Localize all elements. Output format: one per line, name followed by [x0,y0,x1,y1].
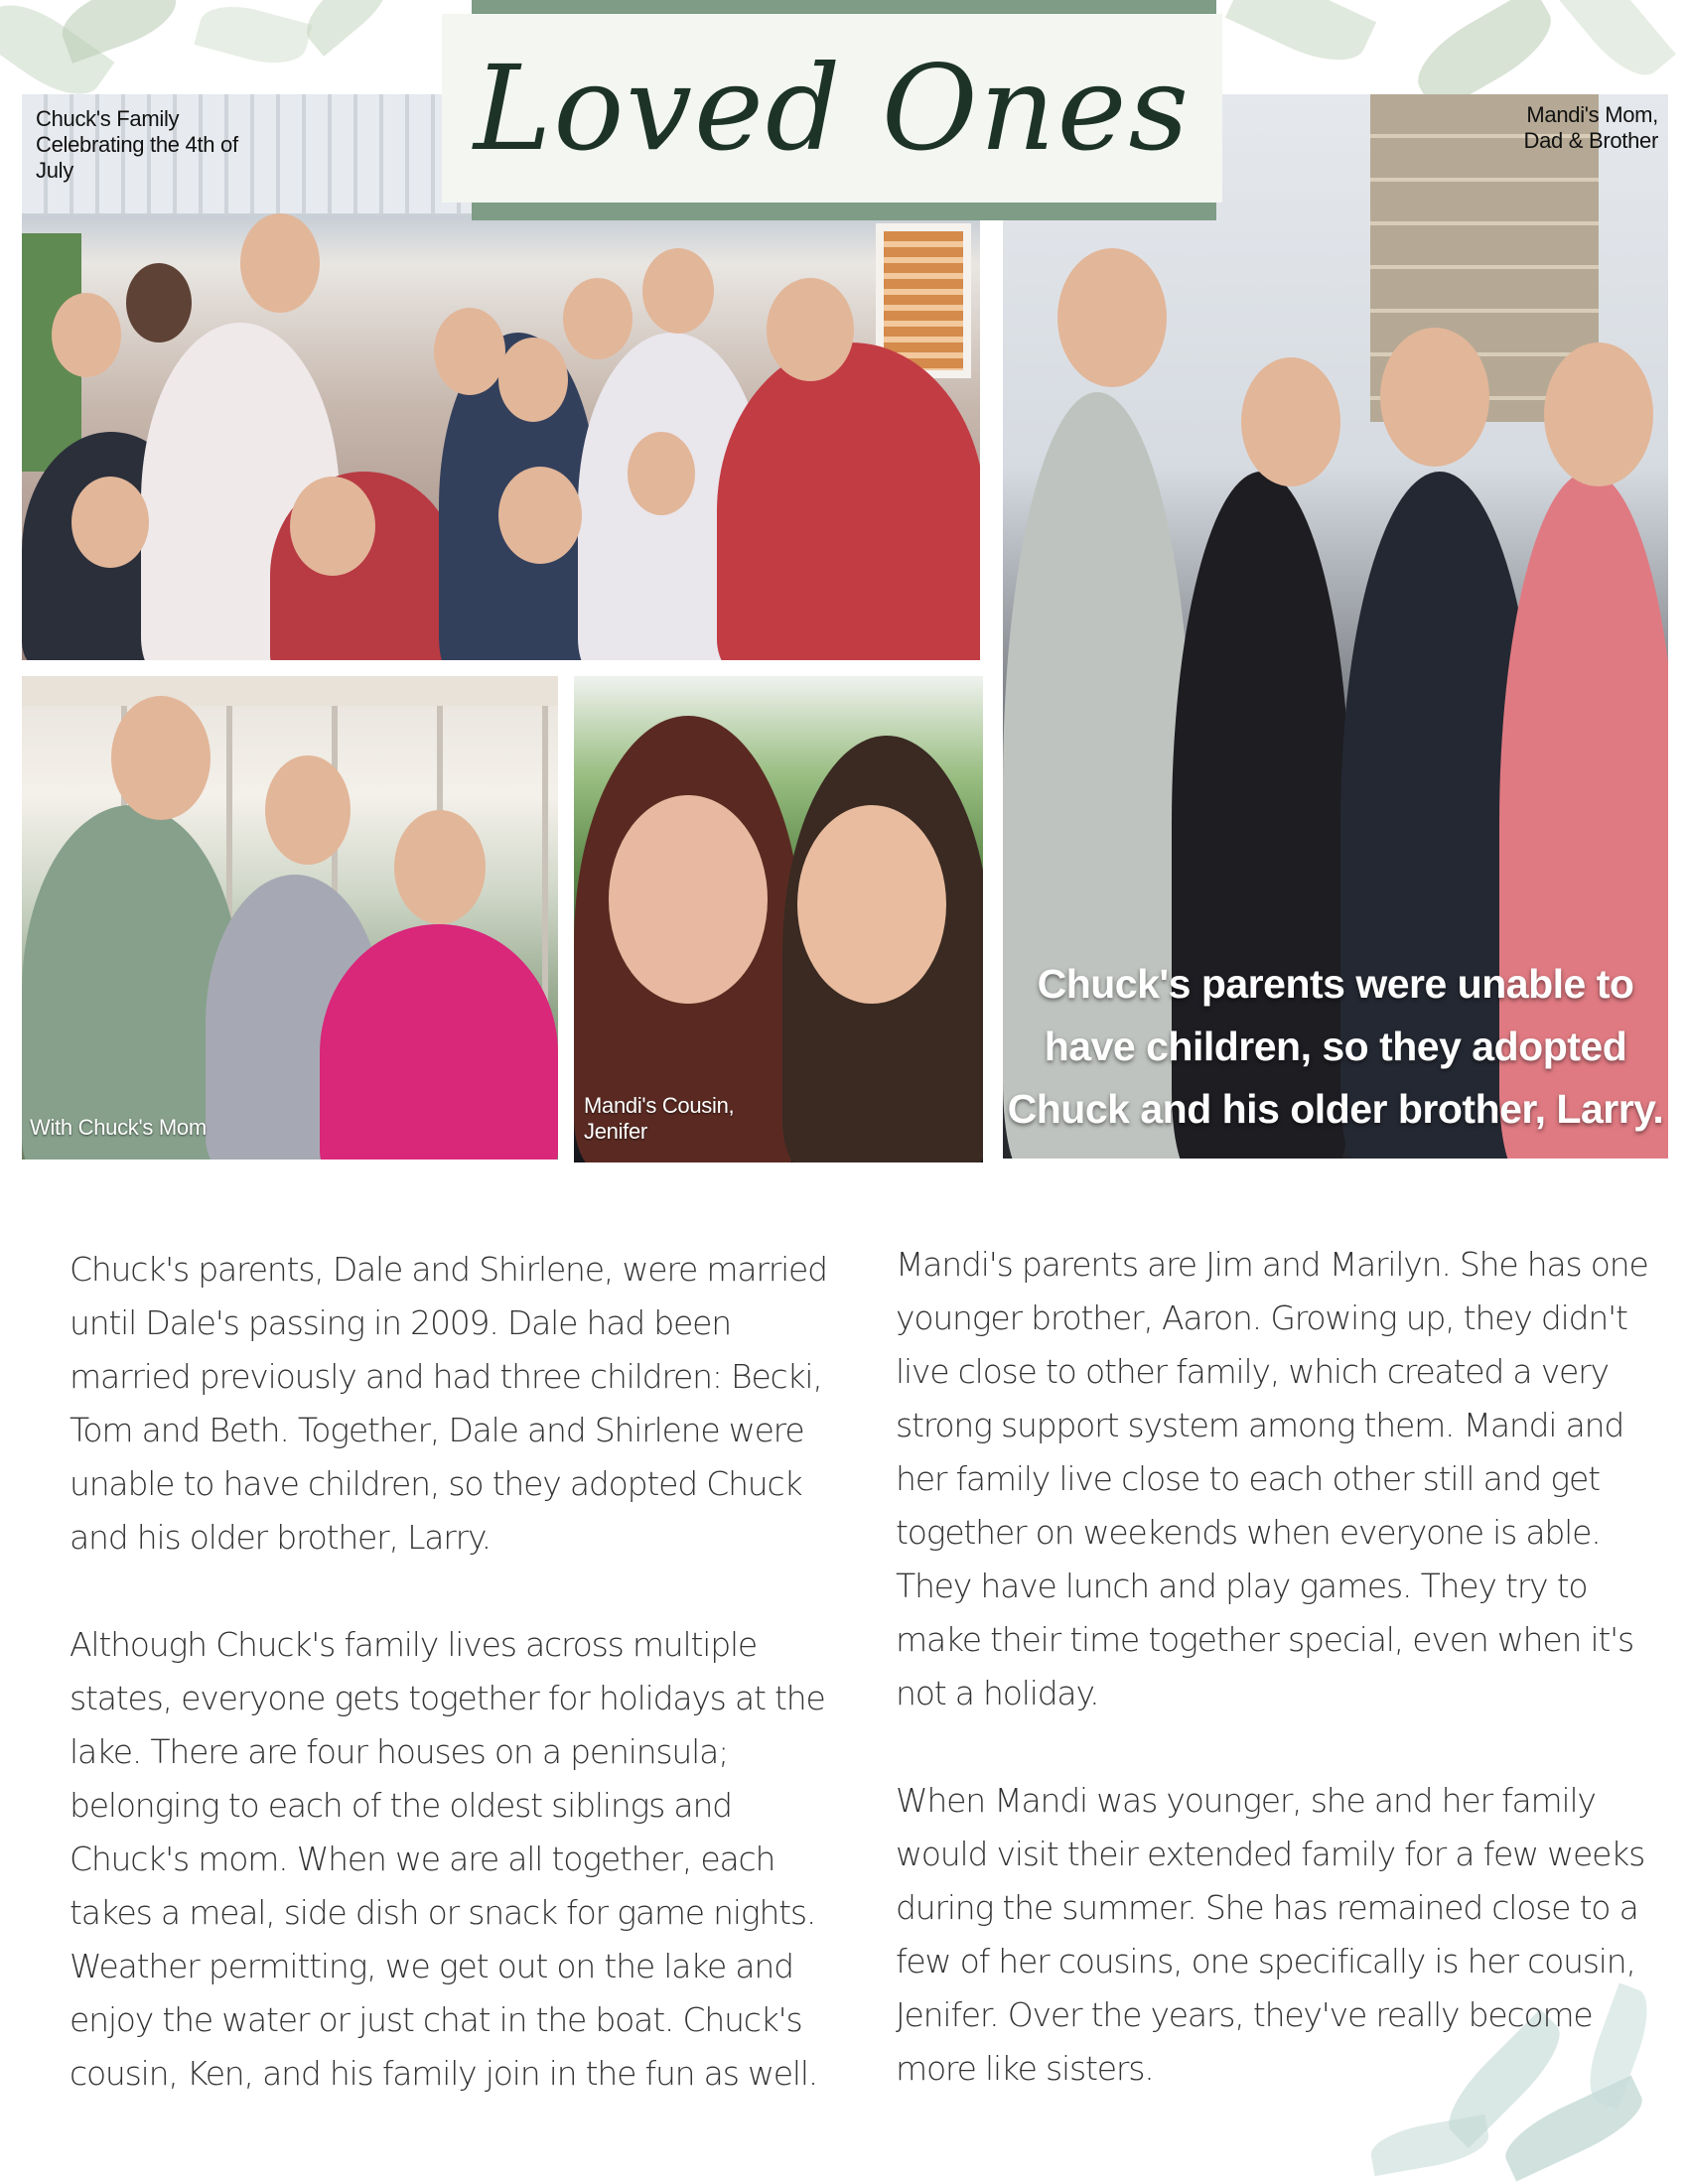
person-face [498,467,582,564]
person-face [52,293,121,377]
photo-mandis-cousin [574,676,983,1162]
person-face [767,278,854,381]
person-face [394,810,486,924]
person-face [290,477,375,576]
person-face [71,477,149,568]
person-face [1057,248,1167,387]
person-face [628,432,695,515]
body-paragraph: Chuck's parents, Dale and Shirlene, were married until Dale's passing in 2009. Dale had been married previously and had three children: Becki, Tom and Beth. Together, Dale and Shirlene were unable to have children, so they adopted Chuck and his older brother, Larry. [70,1250,827,1557]
title-banner [442,0,1216,224]
person-face [609,795,768,1004]
title-bar-bottom [472,203,1216,220]
photo-caption: Mandi's Cousin, Jenifer [584,1093,735,1144]
photo-caption: With Chuck's Mom [30,1115,207,1140]
person-face [498,338,568,422]
person-face [126,263,192,342]
photo-caption: Mandi's Mom, Dad & Brother [1523,102,1658,153]
photo-with-chucks-mom [22,676,558,1160]
person-face [1380,328,1489,467]
body-paragraph: Although Chuck's family lives across multiple states, everyone gets together for holidays at the lake. There are four houses on a peninsula; belonging to each of the oldest siblings and Chuck's mom. When we are all together, each takes a meal, side dish or snack for game nights. Weather permitting, we get out on the lake and enjoy the water or just chat in the boat. Chuck's cousin, Ken, and his family join in the fun as well. [70,1625,825,2093]
person-face [1544,342,1653,486]
person-face [797,805,946,1004]
person-face [240,213,320,313]
photo-caption: Chuck's Family Celebrating the 4th of July [36,106,238,183]
person-face [265,755,351,865]
page-title: Loved Ones [473,40,1192,177]
body-column-right [896,1238,1680,2149]
photo-overlay-caption: Chuck's parents were unable to have children, so they adopted Chuck and his older brother, Larry. [1007,961,1664,1132]
person-face [642,248,714,334]
body-paragraph: Mandi's parents are Jim and Marilyn. She has one younger brother, Aaron. Growing up, they didn't live close to other family, which created a very strong support system among them. Mandi and her family live close to each other still and get together on weekends when everyone is able. They have lunch and play games. They try to make their time together special, even when it's not a holiday. [896,1245,1648,1712]
title-box [442,14,1222,203]
body-paragraph: When Mandi was younger, she and her family would visit their extended family for a few weeks during the summer. She has remained close to a few of her cousins, one specifically is her cousin, Jenifer. Over the years, they've really become more like sisters. [896,1781,1645,2088]
person-face [111,696,211,820]
person-face [1241,357,1340,486]
person-figure [717,342,980,660]
person-face [434,308,505,395]
body-column-left [70,1243,854,2154]
person-face [563,278,633,359]
